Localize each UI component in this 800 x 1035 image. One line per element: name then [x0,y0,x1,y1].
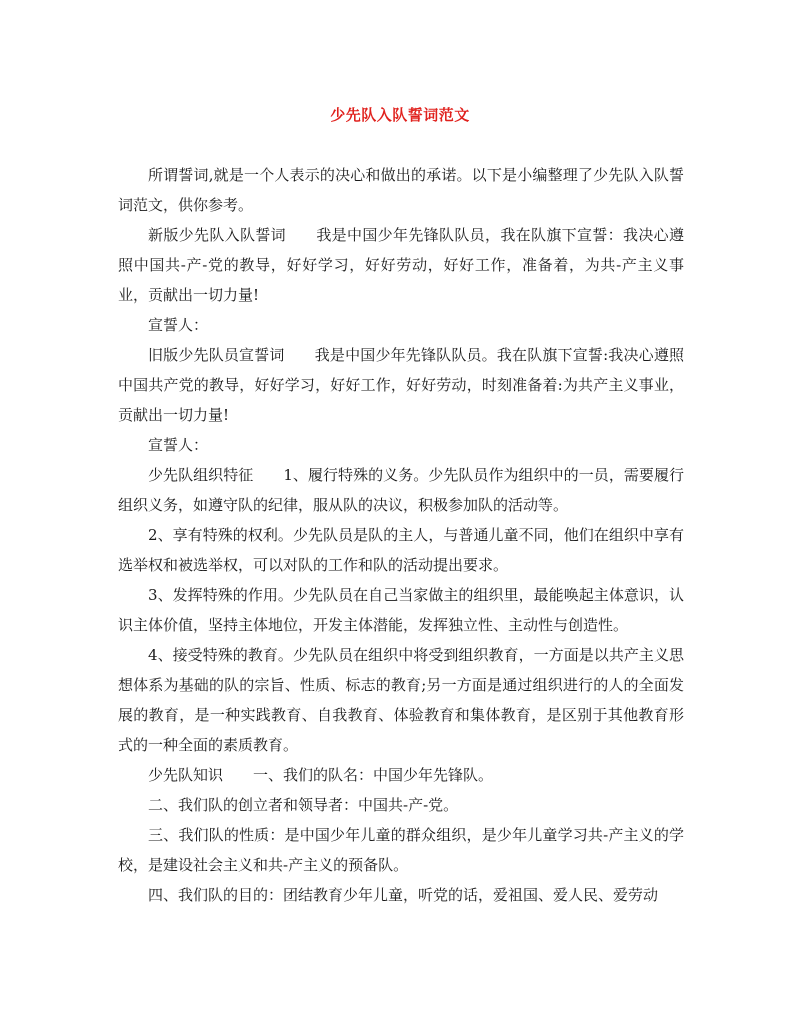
document-body [118,160,684,910]
paragraph [118,760,684,790]
paragraph-text: 一、我们的队名：中国少年先锋队。 [253,766,494,784]
paragraph [118,160,684,220]
paragraph-text: 三、我们队的性质：是中国少年儿童的群众组织，是少年儿童学习共-产主义的学校，是建设社会主义和共-产主义的预备队。 [118,826,684,874]
paragraph-text: 1、履行特殊的义务。少先队员作为组织中的一员，需要履行组织义务，如遵守队的纪律，服从队的决议，积极参加队的活动等。 [118,466,684,514]
paragraph [118,430,684,460]
paragraph [118,790,684,820]
paragraph-text: 二、我们队的创立者和领导者：中国共-产-党。 [148,796,459,814]
paragraph-text: 3、发挥特殊的作用。少先队员在自己当家做主的组织里，最能唤起主体意识，认识主体价值，坚持主体地位，开发主体潜能，发挥独立性、主动性与创造性。 [118,586,684,634]
paragraph-text: 所谓誓词,就是一个人表示的决心和做出的承诺。以下是小编整理了少先队入队誓词范文，供你参考。 [118,166,684,214]
paragraph [118,580,684,640]
document-title: 少先队入队誓词范文 [330,106,470,124]
paragraph-text: 我是中国少年先锋队队员，我在队旗下宣誓：我决心遵照中国共-产-党的教导，好好学习，好好劳动，好好工作，准备着，为共-产主义事业，贡献出一切力量! [118,226,684,304]
section-heading: 少先队组织特征 [148,466,254,484]
section-heading: 新版少先队入队誓词 [148,226,286,244]
paragraph [118,640,684,760]
paragraph-text: 宣誓人： [148,436,209,454]
section-heading: 少先队知识 [148,766,224,784]
paragraph-text: 2、享有特殊的权利。少先队员是队的主人，与普通儿童不同，他们在组织中享有选举权和被选举权，可以对队的工作和队的活动提出要求。 [118,526,684,574]
paragraph [118,880,684,910]
section-heading: 旧版少先队员宣誓词 [148,346,285,364]
paragraph [118,820,684,880]
paragraph [118,340,684,430]
paragraph [118,310,684,340]
paragraph-text: 宣誓人： [148,316,209,334]
paragraph-text: 我是中国少年先锋队队员。我在队旗下宣誓:我决心遵照中国共产党的教导，好好学习，好好工作，好好劳动，时刻准备着:为共产主义事业，贡献出一切力量! [118,346,684,424]
paragraph-text: 4、接受特殊的教育。少先队员在组织中将受到组织教育，一方面是以共产主义思想体系为基础的队的宗旨、性质、标志的教育;另一方面是通过组织进行的人的全面发展的教育，是一种实践教育、自我教育、体验教育和集体教育，是区别于其他教育形式的一种全面的素质教育。 [118,646,684,754]
paragraph-text: 四、我们队的目的：团结教育少年儿童，听党的话，爱祖国、爱人民、爱劳动 [148,886,659,904]
paragraph [118,460,684,520]
paragraph [118,520,684,580]
paragraph [118,220,684,310]
